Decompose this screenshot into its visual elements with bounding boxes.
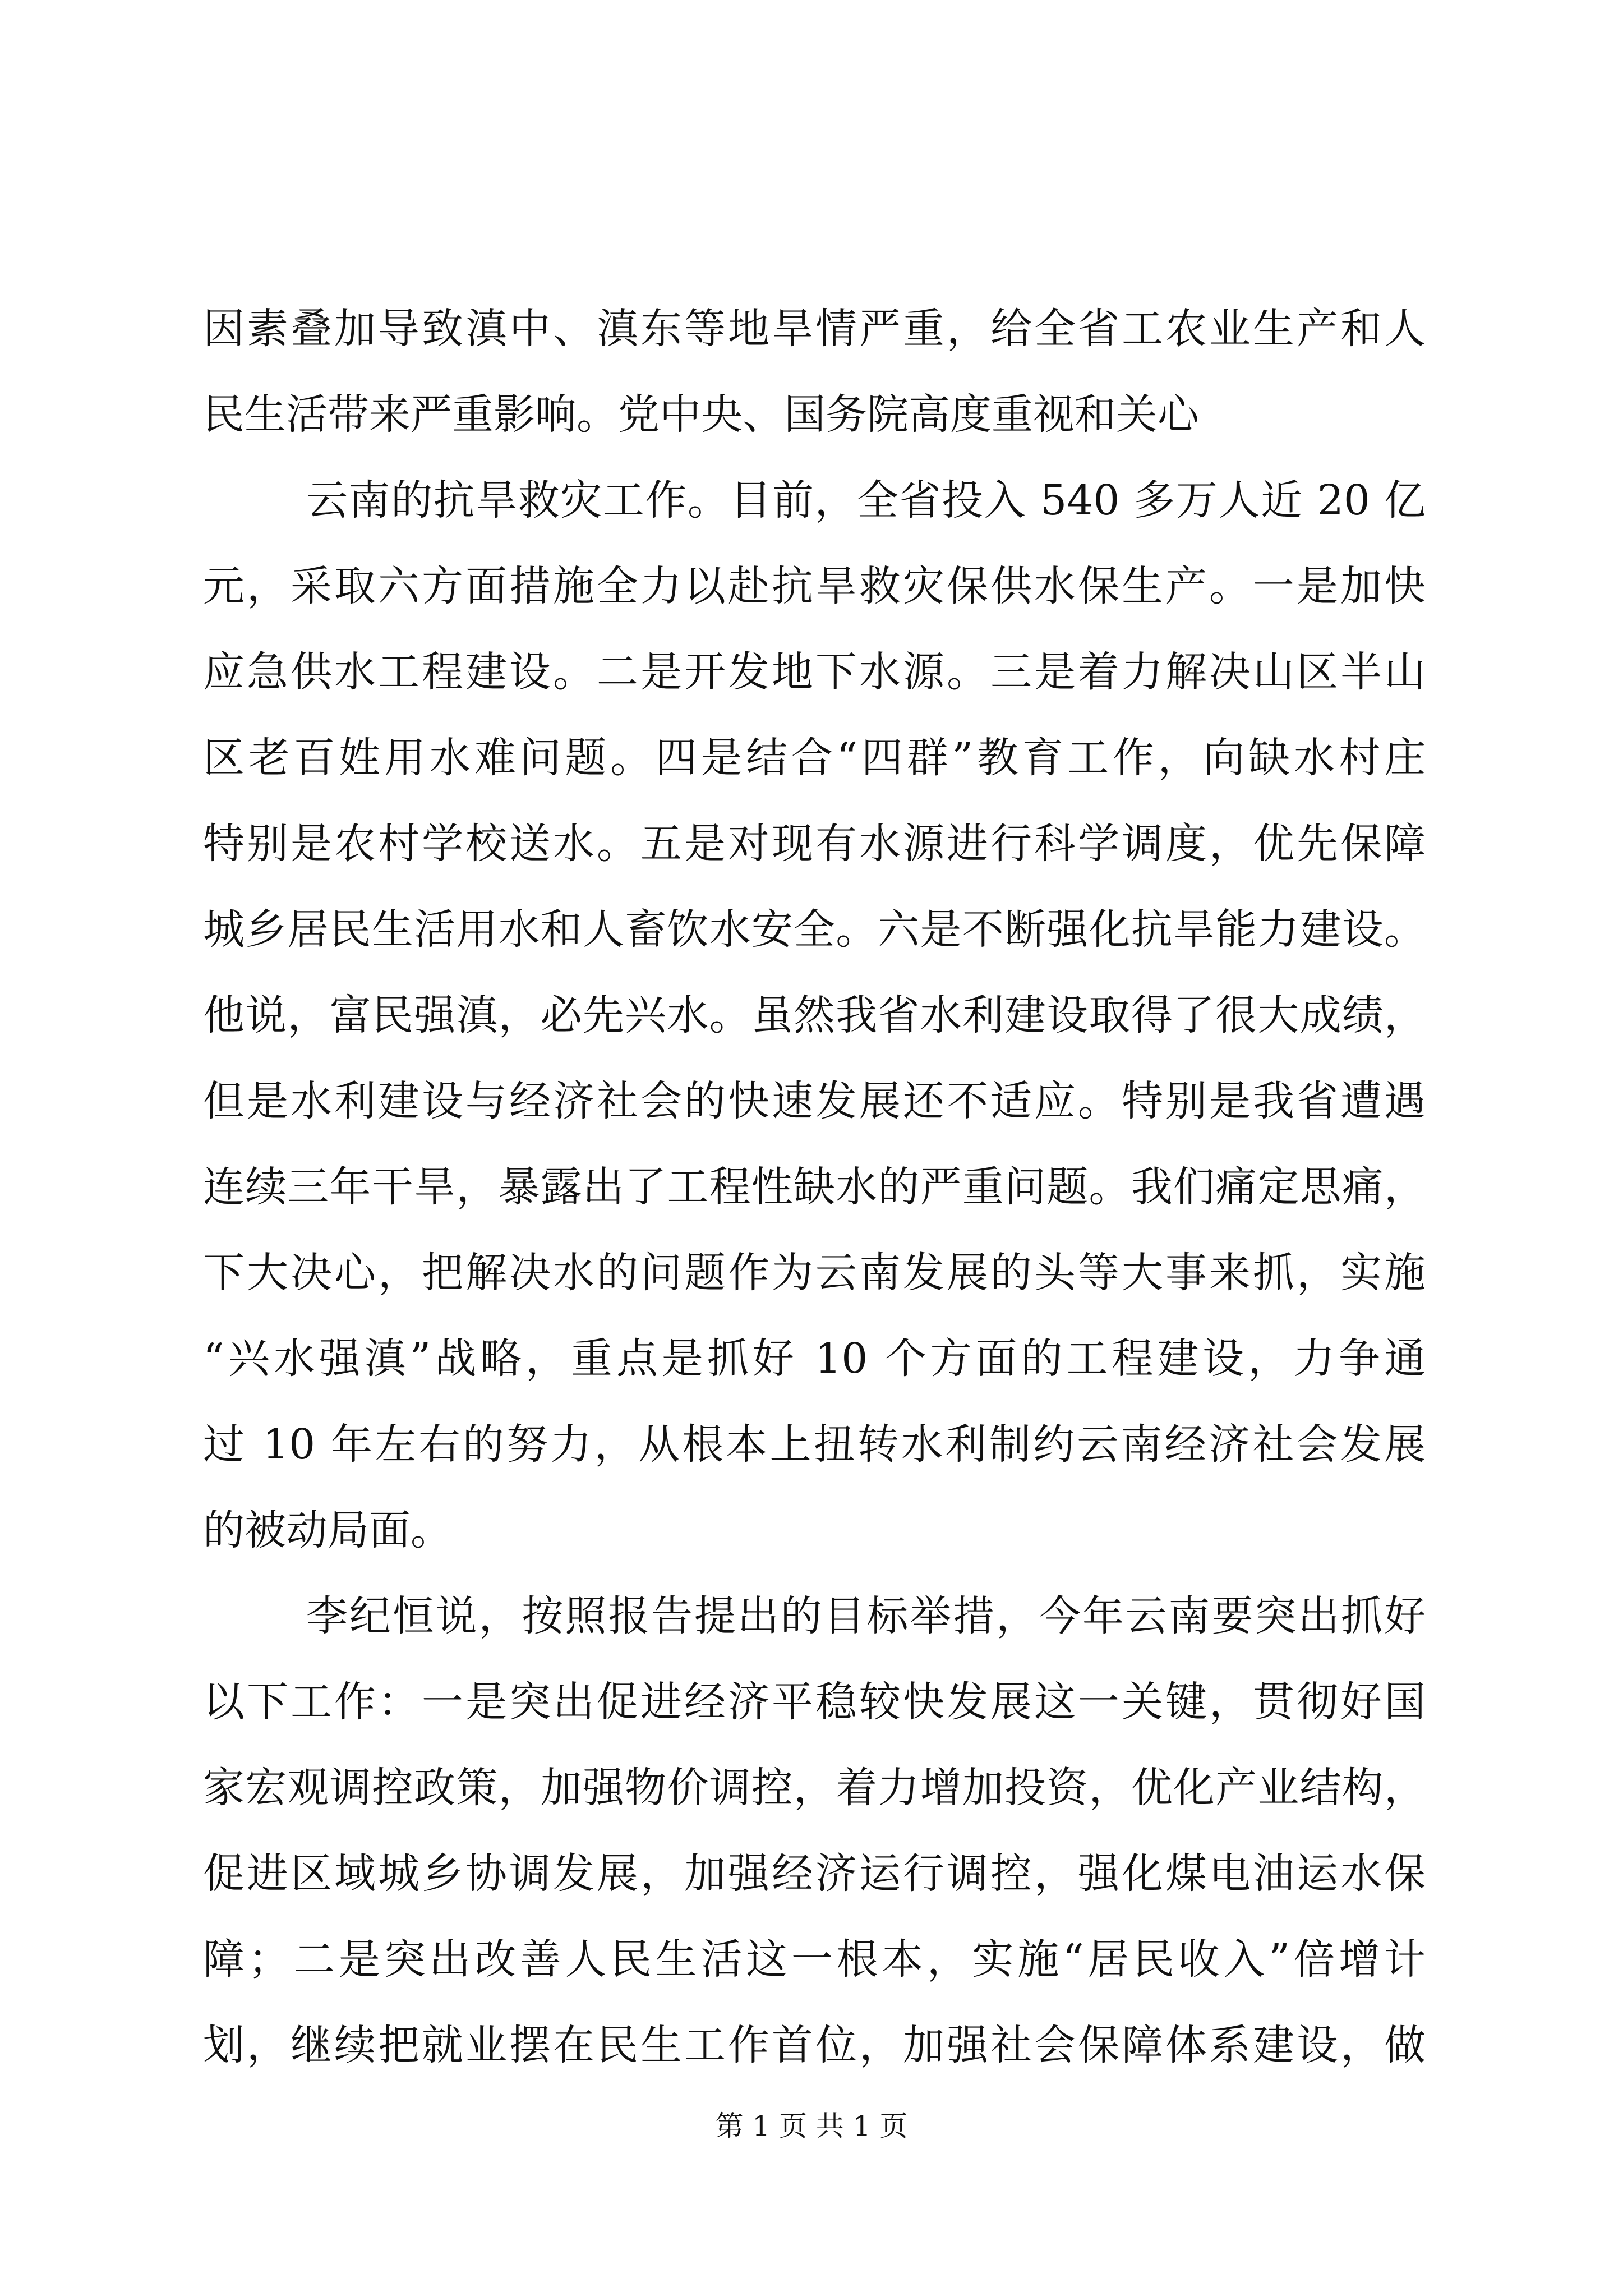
text-line-10: 但是水利建设与经济社会的快速发展还不适应。特别是我省遭遇 (203, 1077, 1426, 1125)
text-line-2: 民生活带来严重影响。党中央、国务院高度重视和关心 (203, 390, 1199, 439)
text-line-19: 促进区域城乡协调发展，加强经济运行调控，强化煤电油运水保 (203, 1849, 1426, 1898)
text-line-18: 家宏观调控政策，加强物价调控，着力增加投资，优化产业结构， (203, 1764, 1426, 1812)
text-line-8: 城乡居民生活用水和人畜饮水安全。六是不断强化抗旱能力建设。 (203, 905, 1426, 954)
text-line-13: “兴水强滇”战略，重点是抓好 10 个方面的工程建设，力争通 (203, 1335, 1426, 1383)
text-line-17: 以下工作：一是突出促进经济平稳较快发展这一关键，贯彻好国 (203, 1678, 1426, 1726)
text-line-4: 元，采取六方面措施全力以赴抗旱救灾保供水保生产。一是加快 (203, 562, 1426, 610)
document-body (203, 286, 1426, 2088)
text-line-16: 李纪恒说，按照报告提出的目标举措，今年云南要突出抓好 (306, 1592, 1426, 1640)
text-line-5: 应急供水工程建设。二是开发地下水源。三是着力解决山区半山 (203, 648, 1426, 696)
text-line-1: 因素叠加导致滇中、滇东等地旱情严重，给全省工农业生产和人 (203, 305, 1426, 353)
text-line-7: 特别是农村学校送水。五是对现有水源进行科学调度，优先保障 (203, 820, 1426, 868)
text-line-14: 过 10 年左右的努力，从根本上扭转水利制约云南经济社会发展 (203, 1420, 1426, 1469)
text-line-9: 他说，富民强滇，必先兴水。虽然我省水利建设取得了很大成绩， (203, 991, 1426, 1039)
page-number-label: 第 1 页 共 1 页 (715, 2110, 908, 2142)
page-footer (0, 2106, 1623, 2146)
text-line-3: 云南的抗旱救灾工作。目前，全省投入 540 多万人近 20 亿 (306, 476, 1426, 524)
text-line-11: 连续三年干旱，暴露出了工程性缺水的严重问题。我们痛定思痛， (203, 1163, 1426, 1211)
text-line-6: 区老百姓用水难问题。四是结合“四群”教育工作，向缺水村庄 (203, 734, 1426, 782)
text-line-20: 障；二是突出改善人民生活这一根本，实施“居民收入”倍增计 (203, 1935, 1426, 1984)
text-line-12: 下大决心，把解决水的问题作为云南发展的头等大事来抓，实施 (203, 1249, 1426, 1297)
text-line-21: 划，继续把就业摆在民生工作首位，加强社会保障体系建设，做 (203, 2021, 1426, 2069)
text-line-15: 的被动局面。 (203, 1506, 452, 1554)
